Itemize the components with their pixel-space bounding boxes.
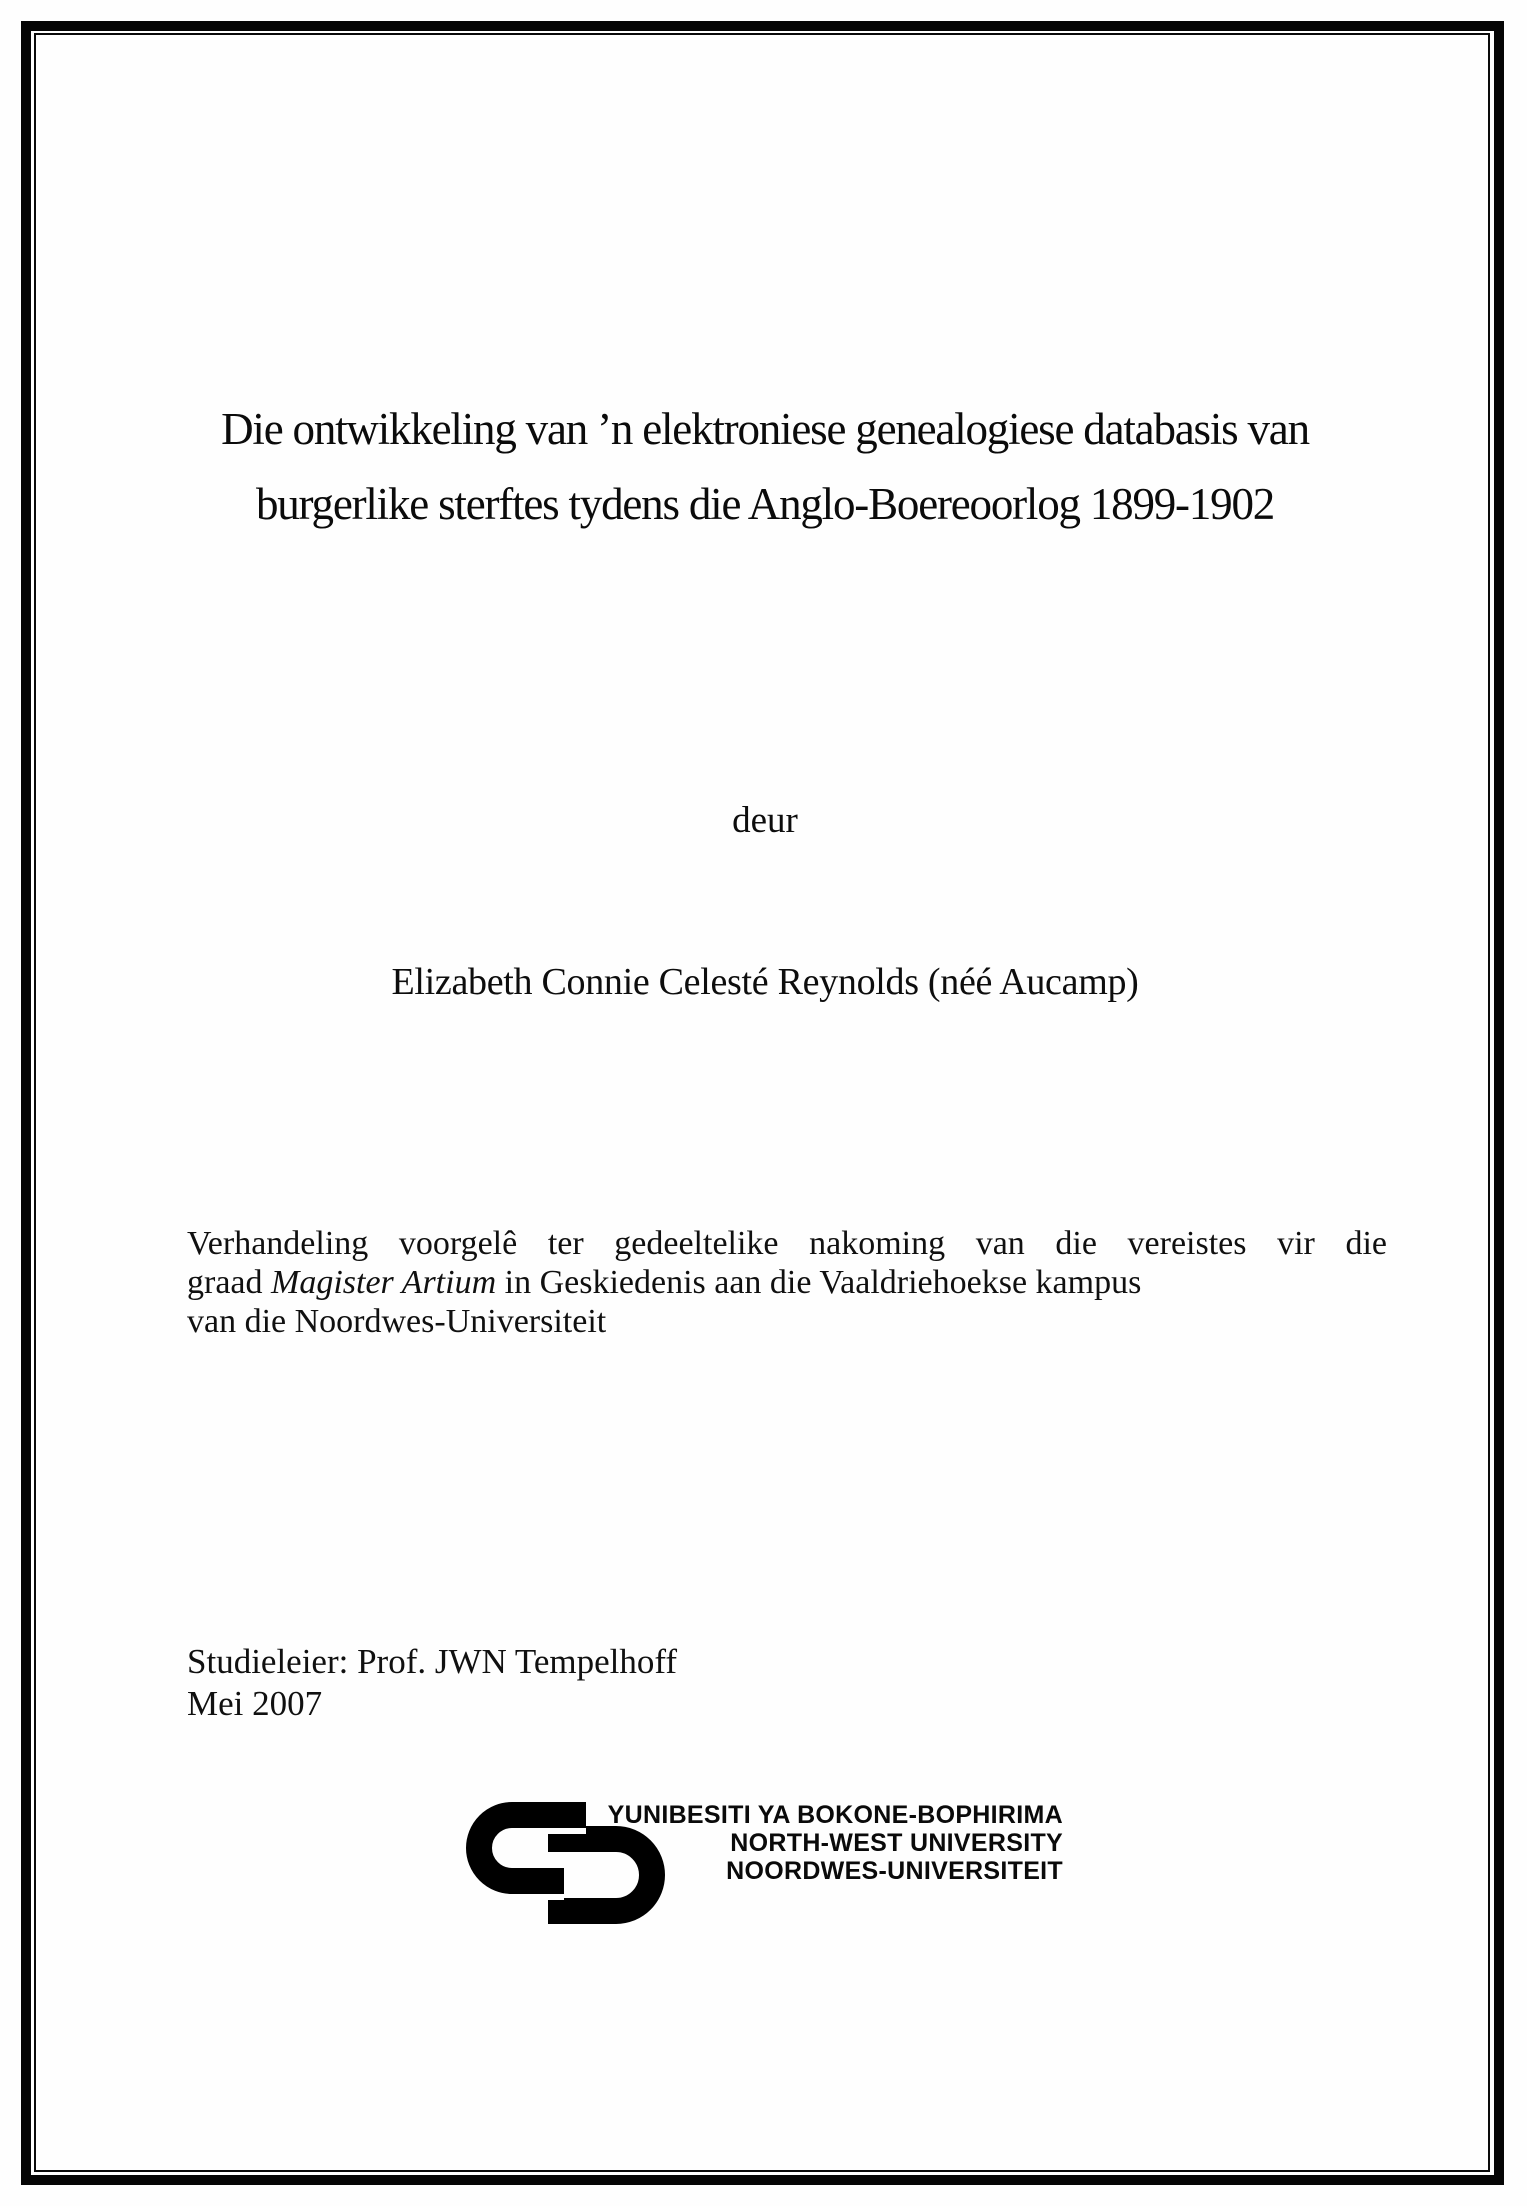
thesis-statement-line2-post: in Geskiedenis aan die Vaaldriehoekse kampus [496,1264,1142,1301]
page-border-outer [21,21,1504,2185]
date-line: Mei 2007 [187,1684,323,1723]
supervisor-block [187,1641,1087,1725]
thesis-statement-line3: van die Noordwes-Universiteit [187,1303,607,1340]
logo-line-afrikaans: NOORDWES-UNIVERSITEIT [726,1857,1063,1885]
thesis-statement [187,1224,1387,1341]
logo-line-setswana: YUNIBESITI YA BOKONE-BOPHIRIMA [607,1801,1063,1829]
thesis-title-line1: Die ontwikkeling van ’n elektroniese genealogiese databasis van [221,404,1309,454]
author-name: Elizabeth Connie Celesté Reynolds (néé Aucamp) [391,961,1139,1003]
logo-line-english: NORTH-WEST UNIVERSITY [730,1829,1063,1857]
nwu-logo-icon [466,1802,668,1925]
thesis-statement-line2 [187,1263,1387,1302]
page-border-inner [34,33,1490,2172]
thesis-statement-degree: Magister Artium [271,1264,497,1301]
byline-label: deur [732,800,798,841]
supervisor-line: Studieleier: Prof. JWN Tempelhoff [187,1642,678,1681]
thesis-title-line2: burgerlike sterftes tydens die Anglo-Boereoorlog 1899-1902 [255,479,1275,529]
thesis-statement-line2-pre: graad [187,1264,272,1301]
thesis-title [100,392,1430,542]
thesis-statement-line1: Verhandeling voorgelê ter gedeeltelike nakoming van die vereistes vir die [187,1225,1387,1262]
university-logo-text [443,1801,1063,1885]
